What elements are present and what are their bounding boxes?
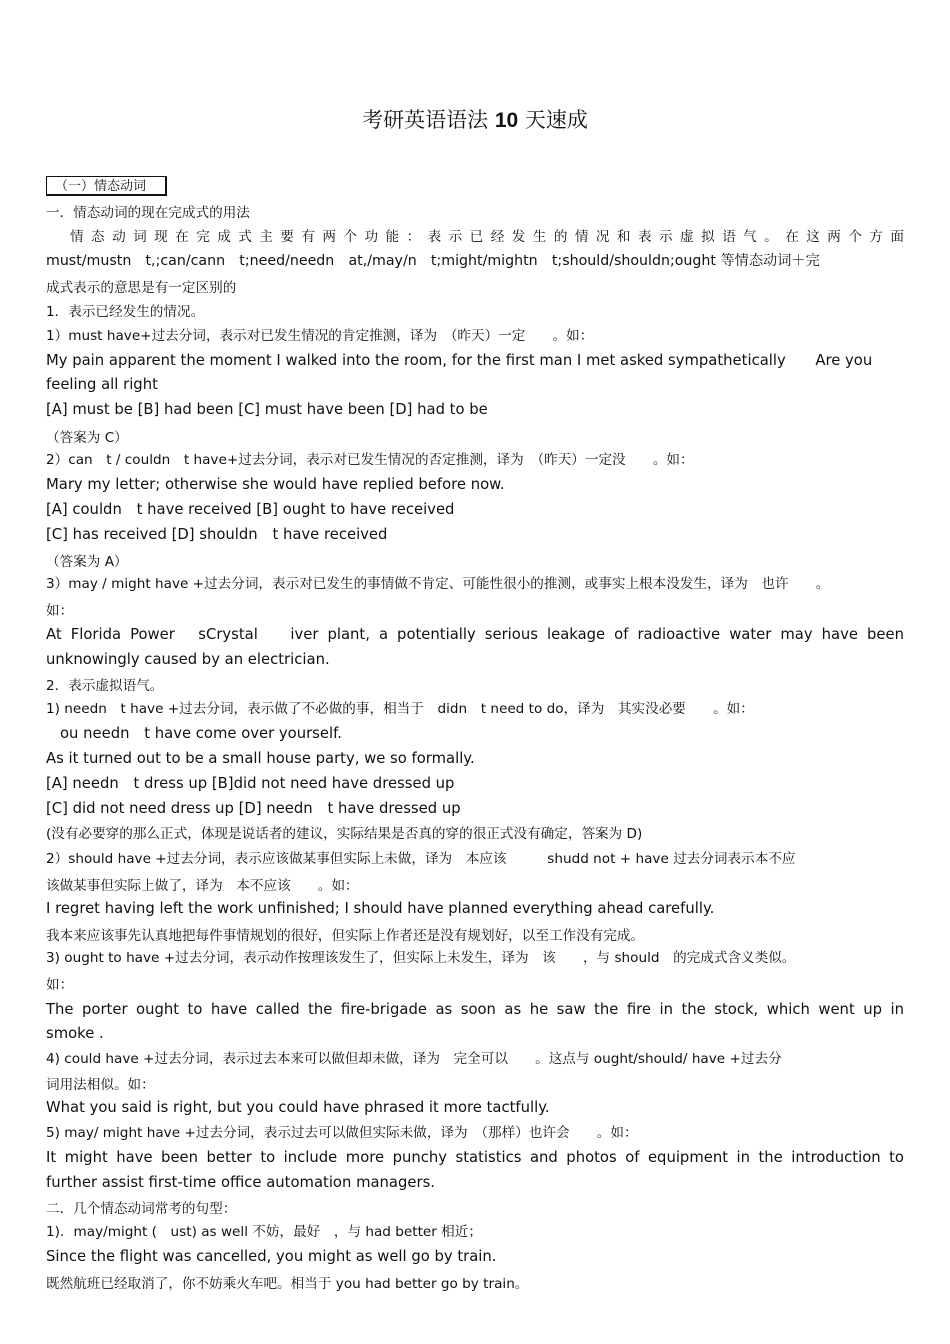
answer-line: （答案为 C） [46, 430, 128, 446]
paragraph-line: 4) could have +过去分词，表示过去本来可以做但却未做，译为 完全可以 。这点与 ought/should/ have +过去分 [46, 1051, 782, 1067]
paragraph-line: 3）may / might have +过去分词，表示对已发生的事情做不肯定、可能性很小的推测，或事实上根本没发生，译为 也许 。 [46, 576, 830, 592]
paragraph-line: 词用法相似。如： [46, 1077, 155, 1093]
paragraph-line: 2）can t / couldn t have+过去分词，表示对已发生情况的否定推测，译为 （昨天）一定没 。如： [46, 452, 694, 468]
title-number: 10 [494, 109, 519, 132]
heading-line: 1．表示已经发生的情况。 [46, 304, 205, 320]
example-line: It might have been better to include more punchy statistics and photos of equipment in the introduction to [46, 1149, 904, 1166]
paragraph-line: 5) may/ might have +过去分词，表示过去可以做但实际未做，译为 （那样）也许会 。如： [46, 1125, 638, 1141]
paragraph-line: 3) ought to have +过去分词，表示动作按理该发生了，但实际上未发生，译为 该 ，与 should 的完成式含义类似。 [46, 950, 796, 966]
heading-line: 一．情态动词的现在完成式的用法 [46, 205, 250, 221]
example-line: The porter ought to have called the fire-brigade as soon as he saw the fire in the stock, which went up in [46, 1001, 904, 1018]
title-suffix: 天速成 [518, 108, 588, 132]
paragraph-line: must/mustn t,;can/cann t;need/needn at,/may/n t;might/mightn t;should/shouldn;ought 等情态动词＋完 [46, 253, 820, 269]
example-line: ou needn t have come over yourself. [60, 725, 342, 742]
paragraph-line: 如： [46, 603, 74, 619]
example-line: I regret having left the work unfinished; I should have planned everything ahead carefully. [46, 900, 715, 917]
answer-line: （答案为 A） [46, 554, 128, 570]
example-line: further assist first-time office automation managers. [46, 1174, 435, 1191]
answer-line: (没有必要穿的那么正式，体现是说话者的建议，实际结果是否真的穿的很正式没有确定，答案为 D) [46, 826, 643, 842]
heading-line: 二．几个情态动词常考的句型： [46, 1201, 237, 1217]
option-line: [A] must be [B] had been [C] must have been [D] had to be [46, 401, 488, 418]
translation-line: 我本来应该事先认真地把每件事情规划的很好，但实际上作者还是没有规划好，以至工作没有完成。 [46, 928, 645, 944]
example-line: What you said is right, but you could have phrased it more tactfully. [46, 1099, 550, 1116]
option-line: [C] did not need dress up [D] needn t have dressed up [46, 800, 461, 817]
example-line: At Florida Power sCrystal iver plant, a potentially serious leakage of radioactive water may have been [46, 626, 904, 643]
title-prefix: 考研英语语法 [362, 108, 495, 132]
option-line: [A] couldn t have received [B] ought to have received [46, 501, 455, 518]
paragraph-line: 情 态 动 词 现 在 完 成 式 主 要 有 两 个 功 能 ： 表 示 已 经 发 生 的 情 况 和 表 示 虚 拟 语 气 。 在 这 两 个 方 面 [70, 229, 904, 245]
example-line: My pain apparent the moment I walked into the room, for the first man I met asked sympathetically Are you [46, 352, 873, 369]
paragraph-line: 1) needn t have +过去分词，表示做了不必做的事，相当于 didn t need to do，译为 其实没必要 。如： [46, 701, 754, 717]
paragraph-line: 1)．may/might ( ust) as well 不妨，最好 ，与 had better 相近； [46, 1224, 482, 1240]
document-title [0, 104, 950, 134]
example-line: Since the flight was cancelled, you might as well go by train. [46, 1248, 497, 1265]
option-line: [A] needn t dress up [B]did not need have dressed up [46, 775, 455, 792]
paragraph-line: 2）should have +过去分词，表示应该做某事但实际上未做，译为 本应该 shudd not + have 过去分词表示本不应 [46, 851, 796, 867]
example-line: unknowingly caused by an electrician. [46, 651, 330, 668]
example-line: feeling all right [46, 376, 158, 393]
example-line: Mary my letter; otherwise she would have replied before now. [46, 476, 505, 493]
paragraph-line: 1）must have+过去分词，表示对已发生情况的肯定推测，译为 （昨天）一定 。如： [46, 328, 594, 344]
option-line: [C] has received [D] shouldn t have received [46, 526, 388, 543]
translation-line: 既然航班已经取消了，你不妨乘火车吧。相当于 you had better go by train。 [46, 1276, 529, 1292]
paragraph-line: 成式表示的意思是有一定区别的 [46, 280, 237, 296]
paragraph-line: 该做某事但实际上做了，译为 本不应该 。如： [46, 878, 359, 894]
example-line: smoke . [46, 1025, 104, 1042]
paragraph-line: 如： [46, 977, 74, 993]
example-line: As it turned out to be a small house party, we so formally. [46, 750, 475, 767]
section-heading-box: （一）情态动词 [46, 176, 167, 196]
heading-line: 2．表示虚拟语气。 [46, 678, 164, 694]
